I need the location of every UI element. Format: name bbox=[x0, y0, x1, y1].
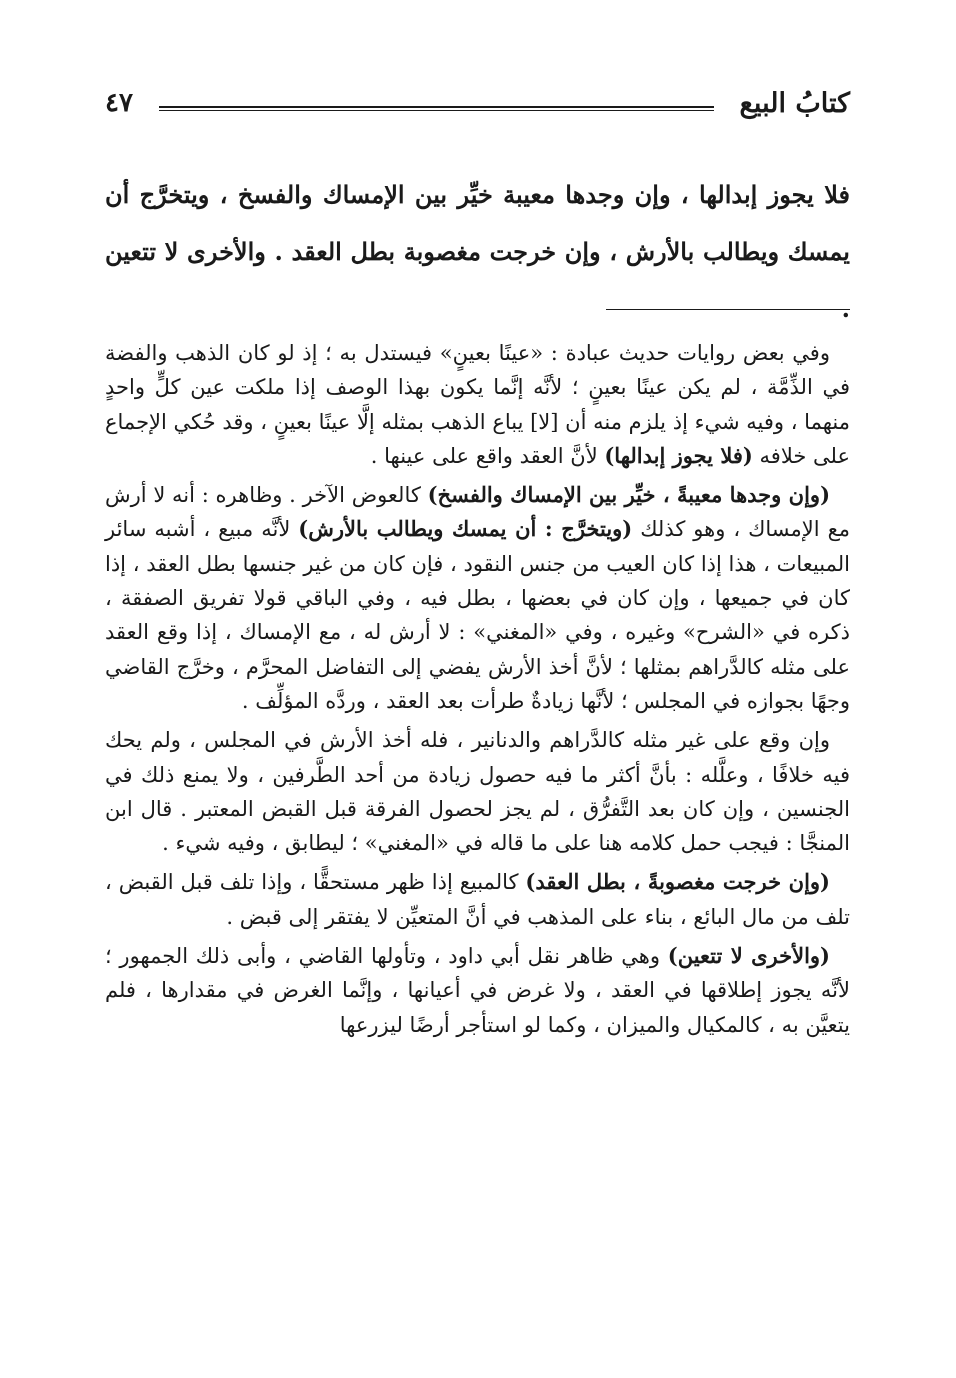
quoted-matn: (والأخرى لا تتعين) bbox=[667, 943, 830, 969]
quoted-matn: (ويتخرَّج : أن يمسك ويطالب بالأرش) bbox=[298, 516, 633, 542]
page-number: ٤٧ bbox=[105, 88, 133, 118]
quoted-matn: (وإن خرجت مغصوبةً ، بطل العقد) bbox=[525, 869, 830, 895]
matn-divider bbox=[606, 309, 850, 310]
commentary-text: وفي بعض روايات حديث عبادة : «عينًا بعينٍ» فيستدل به ؛ إذ لو كان الذهب والفضة في الذِّمَّة ، لم يكن عينًا بعينٍ ؛ لأنَّه إنَّما يكون بهذا الوصف إذا ملكت عين كلٍّ واحدٍ منهما ، وفيه شيء إذ يلزم منه أن [لا] يباع الذهب بمثله إلَّا عينًا بعينٍ ، وقد حُكي الإجماع على خلافه bbox=[105, 341, 850, 468]
commentary-paragraph-3 bbox=[105, 723, 850, 860]
matn-text: فلا يجوز إبدالها ، وإن وجدها معيبة خيِّر بين الإمساك والفسخ ، ويتخرَّج أن يمسك ويطالب بالأرش ، وإن خرجت مغصوبة بطل العقد . والأخرى لا تتعين . bbox=[105, 180, 850, 323]
commentary-paragraph-2 bbox=[105, 478, 850, 718]
commentary-text: لأنَّه مبيع ، أشبه سائر المبيعات ، هذا إذا كان العيب من جنس النقود ، فإن كان من غير جنسها بطل العقد ، إذا كان في جميعها ، وإن كان في بعضها ، بطل فيه ، وفي الباقي قولا تفريق الصفقة ، ذكره في «الشرح» وغيره ، وفي «المغني» : لا أرش له ، مع الإمساك ، إذا وقع العقد على مثله كالدَّراهم بمثلها ؛ لأنَّ أخذ الأرش يفضي إلى التفاضل المحرَّم ، وخرَّج القاضي وجهًا بجوازه في المجلس ؛ لأنَّها زيادةٌ طرأت بعد العقد ، وردَّه المؤلِّف . bbox=[105, 517, 850, 713]
header-rule bbox=[159, 106, 714, 111]
running-title: كتابُ البيع bbox=[739, 87, 850, 119]
commentary bbox=[105, 336, 850, 1047]
commentary-text: كالعوض الآخر . وظاهره : أنه لا أرش مع الإمساك ، وهو كذلك bbox=[105, 483, 850, 542]
quoted-matn: (فلا يجوز إبدالها) bbox=[604, 442, 753, 468]
quoted-matn: (وإن وجدها معيبةً ، خيِّر بين الإمساك والفسخ) bbox=[427, 482, 831, 508]
commentary-paragraph-4 bbox=[105, 865, 850, 934]
commentary-text: كالمبيع إذا ظهر مستحقًّا ، وإذا تلف قبل القبض ، تلف من مال البائع ، بناء على المذهب في أنَّ المتعيِّن لا يفتقر إلى قبض . bbox=[105, 870, 850, 929]
commentary-text: وهي ظاهر نقل أبي داود ، وتأولها القاضي ، وأبى ذلك الجمهور ؛ لأنَّه يجوز إطلاقها في العقد ، ولا غرض في أعيانها ، وإنَّما الغرض في مقدارها ، فلم يتعيَّن به ، كالمكيال والميزان ، وكما لو استأجر أرضًا ليزرعها bbox=[105, 944, 850, 1037]
commentary-text: وإن وقع على غير مثله كالدَّراهم والدنانير ، فله أخذ الأرش في المجلس ، ولم يحك فيه خلافًا ، وعلَّله : بأنَّ أكثر ما فيه حصول زيادة من أحد الطَّرفين ، ولا يمنع ذلك في الجنسين ، وإن كان بعد التَّفرُّق ، لم يجز لحصول الفرقة قبل القبض المعتبر . قال ابن المنجَّا : فيجب حمل كلامه هنا على ما قاله في «المغني» ؛ ليطابق ، وفيه شيء . bbox=[105, 728, 850, 856]
commentary-paragraph-5 bbox=[105, 939, 850, 1042]
commentary-text: لأنَّ العقد واقع على عينها . bbox=[370, 443, 605, 468]
commentary-paragraph-1 bbox=[105, 336, 850, 473]
page-header bbox=[105, 78, 850, 128]
